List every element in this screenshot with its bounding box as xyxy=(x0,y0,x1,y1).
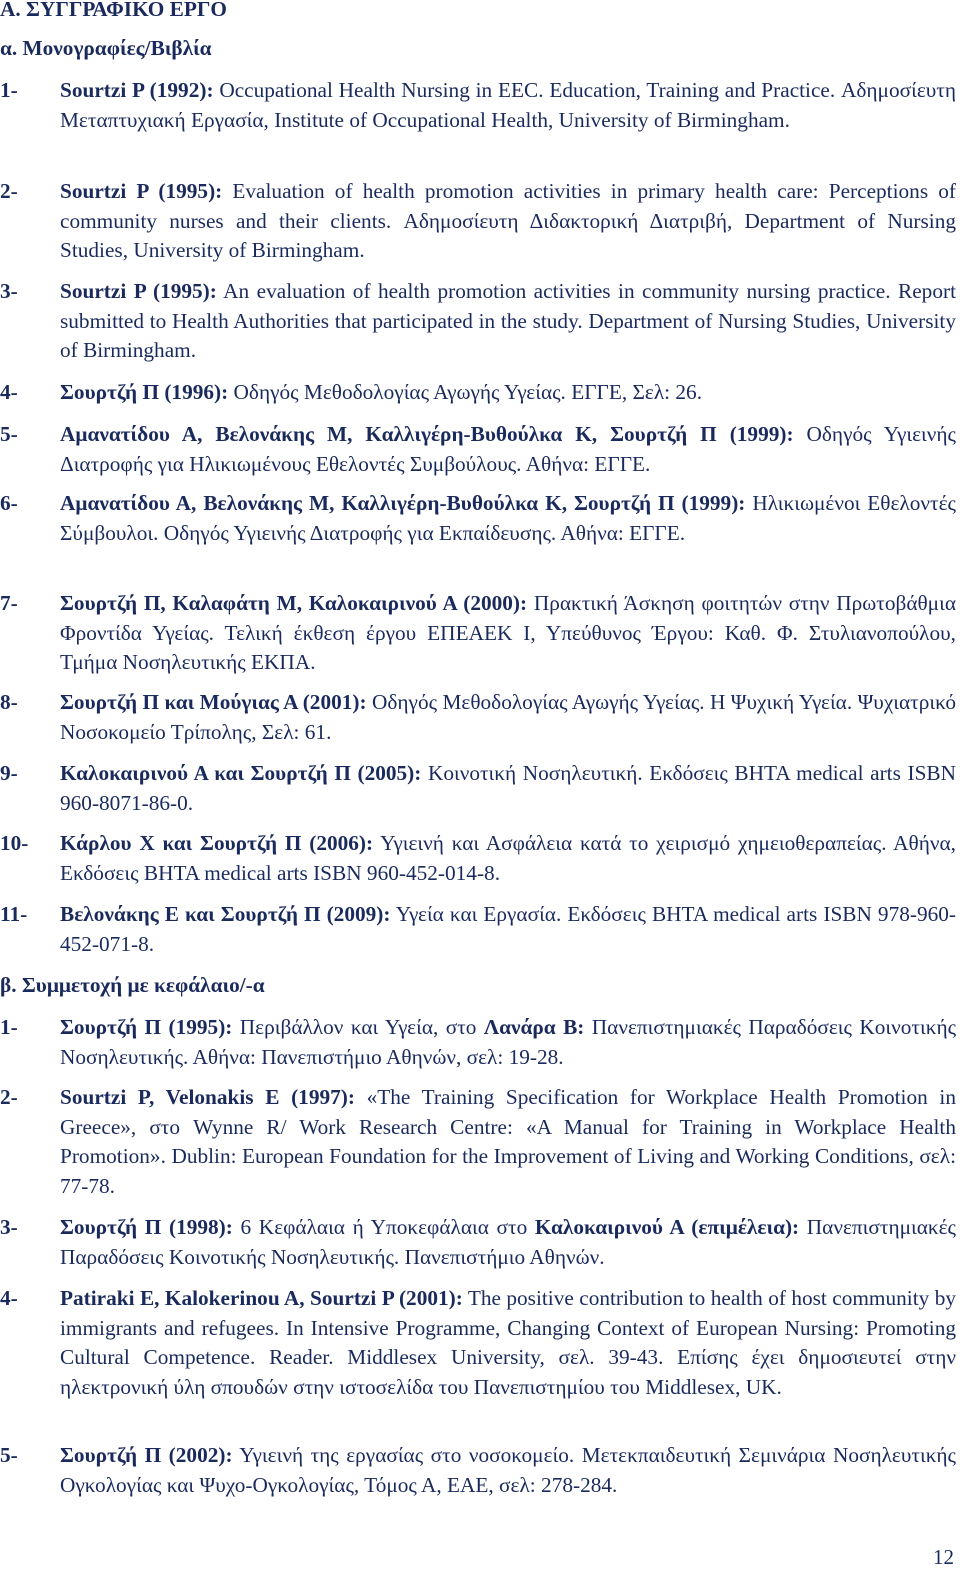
entry-number: 8- xyxy=(0,690,18,714)
entry-authors: Κάρλου Χ και Σουρτζή Π (2006): xyxy=(60,831,374,855)
entry-text: Ηλικιωμένοι Εθελοντές Σύμβουλοι. Οδηγός Υγιεινής Διατροφής για Εκπαίδευσης. Αθήνα: ΕΓΓΕ. xyxy=(60,491,956,545)
entry-authors: Σουρτζή Π, Καλαφάτη Μ, Καλοκαιρινού Α (2000): xyxy=(60,591,528,615)
list-item xyxy=(0,900,956,959)
entry-number: 11- xyxy=(0,902,28,926)
entry-text-continued: Πανεπιστημιακές Παραδόσεις Κοινοτικής Νοσηλευτικής. Πανεπιστήμιο Αθηνών. xyxy=(60,1215,956,1269)
page-number: 12 xyxy=(933,1545,954,1569)
list-item xyxy=(0,688,956,747)
section-a-heading: Α. ΣΥΓΓΡΑΦΙΚΟ ΕΡΓΟ xyxy=(0,0,227,21)
list-item xyxy=(0,420,956,479)
entry-text: The positive contribution to health of host community by immigrants and refugees. In Intensive Programme, Changing Context of European Nursing: Promoting Cultural Competence. Reader. Middlesex University, σελ. 39-43. Επίσης έχει δημοσιευτεί στην ηλεκτρονική ύλη σπουδών στην ιστοσελίδα του Πανεπιστημίου του Middlesex, UK. xyxy=(60,1286,956,1399)
entry-authors: Sourtzi P (1992): xyxy=(60,78,214,102)
entry-authors: Βελονάκης Ε και Σουρτζή Π (2009): xyxy=(60,902,391,926)
entry-text: An evaluation of health promotion activities in community nursing practice. Report submitted to Health Authorities that participated in the study. Department of Nursing Studies, University of Birmingham. xyxy=(60,279,956,362)
entry-number: 1- xyxy=(0,1015,18,1039)
entry-number: 6- xyxy=(0,491,18,515)
entry-authors: Sourtzi P (1995): xyxy=(60,179,223,203)
entry-text-continued: Πανεπιστημιακές Παραδόσεις Κοινοτικής Νοσηλευτικής. Αθήνα: Πανεπιστήμιο Αθηνών, σελ: 19-28. xyxy=(60,1015,957,1069)
list-item xyxy=(0,1213,956,1272)
entry-text: Κοινοτική Νοσηλευτική. Εκδόσεις ΒΗΤΑ medical arts ISBN 960-8071-86-0. xyxy=(60,761,956,815)
list-item xyxy=(0,489,956,548)
entry-number: 4- xyxy=(0,1286,18,1310)
list-item xyxy=(0,1083,956,1201)
list-item xyxy=(0,76,956,135)
list-item xyxy=(0,277,956,366)
entry-text: Occupational Health Nursing in EEC. Education, Training and Practice. Αδημοσίευτη Μεταπτυχιακή Εργασία, Institute of Occupational Health, University of Birmingham. xyxy=(60,78,957,132)
list-item xyxy=(0,378,956,408)
entry-text: Πρακτική Άσκηση φοιτητών στην Πρωτοβάθμια Φροντίδα Υγείας. Τελική έκθεση έργου ΕΠΕΑΕΚ Ι, Υπεύθυνος Έργου: Καθ. Φ. Στυλιανοπούλου, Τμήμα Νοσηλευτικής ΕΚΠΑ. xyxy=(60,591,956,674)
entry-authors: Sourtzi P, Velonakis E (1997): xyxy=(60,1085,355,1109)
entry-number: 9- xyxy=(0,761,18,785)
entry-authors: Sourtzi P (1995): xyxy=(60,279,217,303)
entry-text: Οδηγός Μεθοδολογίας Αγωγής Υγείας. ΕΓΓΕ, Σελ: 26. xyxy=(228,380,703,404)
list-item xyxy=(0,589,956,678)
entry-authors: Σουρτζή Π και Μούγιας Α (2001): xyxy=(60,690,367,714)
entry-number: 4- xyxy=(0,380,18,404)
list-item xyxy=(0,1441,956,1500)
entry-text: Υγιεινή και Ασφάλεια κατά το χειρισμό χημειοθεραπείας. Αθήνα, Εκδόσεις ΒΗΤΑ medical arts ISBN 960-452-014-8. xyxy=(60,831,956,885)
entry-text: «The Training Specification for Workplace Health Promotion in Greece», στο Wynne R/ Work Research Centre: «A Manual for Training in Workplace Health Promotion». Dublin: European Foundation for the Improvement of Living and Working Conditions, σελ: 77-78. xyxy=(60,1085,956,1198)
entry-number: 10- xyxy=(0,831,29,855)
entry-editor: Καλοκαιρινού Α (επιμέλεια): xyxy=(534,1215,800,1239)
subsection-a-heading: α. Μονογραφίες/Βιβλία xyxy=(0,36,212,60)
entry-number: 7- xyxy=(0,591,18,615)
subsection-b-heading: β. Συμμετοχή με κεφάλαιο/-α xyxy=(0,973,265,997)
entry-editor: Λανάρα Β: xyxy=(483,1015,585,1039)
list-item xyxy=(0,177,956,266)
entry-number: 3- xyxy=(0,1215,18,1239)
entry-text: Οδηγός Μεθοδολογίας Αγωγής Υγείας. Η Ψυχική Υγεία. Ψυχιατρικό Νοσοκομείο Τρίπολης, Σελ: 61. xyxy=(60,690,956,744)
entry-number: 2- xyxy=(0,1085,18,1109)
list-item xyxy=(0,1013,956,1072)
list-item xyxy=(0,1284,956,1402)
entry-number: 1- xyxy=(0,78,18,102)
entry-number: 5- xyxy=(0,1443,18,1467)
entry-authors: Αμανατίδου Α, Βελονάκης Μ, Καλλιγέρη-Βυθούλκα Κ, Σουρτζή Π (1999): xyxy=(60,491,746,515)
list-item xyxy=(0,829,956,888)
entry-text: Οδηγός Υγιεινής Διατροφής για Ηλικιωμένους Εθελοντές Συμβούλους. Αθήνα: ΕΓΓΕ. xyxy=(60,422,956,476)
entry-authors: Patiraki E, Kalokerinou A, Sourtzi P (2001): xyxy=(60,1286,463,1310)
entry-authors: Καλοκαιρινού Α και Σουρτζή Π (2005): xyxy=(60,761,422,785)
entry-authors: Σουρτζή Π (2002): xyxy=(60,1443,233,1467)
entry-authors: Σουρτζή Π (1998): xyxy=(60,1215,233,1239)
list-item xyxy=(0,759,956,818)
entry-text: Περιβάλλον και Υγεία, στο xyxy=(232,1015,484,1039)
entry-authors: Σουρτζή Π (1995): xyxy=(60,1015,233,1039)
entry-number: 5- xyxy=(0,422,18,446)
entry-text: Evaluation of health promotion activities in primary health care: Perceptions of community nurses and their clients. Αδημοσίευτη Διδακτορική Διατριβή, Department of Nursing Studies, University of Birmingham. xyxy=(60,179,956,262)
entry-number: 3- xyxy=(0,279,18,303)
entry-text: Υγεία και Εργασία. Εκδόσεις ΒΗΤΑ medical arts ISBN 978-960-452-071-8. xyxy=(60,902,957,956)
entry-authors: Σουρτζή Π (1996): xyxy=(60,380,229,404)
entry-number: 2- xyxy=(0,179,18,203)
entry-text: Υγιεινή της εργασίας στο νοσοκομείο. Μετεκπαιδευτική Σεμινάρια Νοσηλευτικής Ογκολογίας και Ψυχο-Ογκολογίας, Τόμος Α, ΕΑΕ, σελ: 278-284. xyxy=(60,1443,956,1497)
entry-authors: Αμανατίδου Α, Βελονάκης Μ, Καλλιγέρη-Βυθούλκα Κ, Σουρτζή Π (1999): xyxy=(60,422,794,446)
entry-text: 6 Κεφάλαια ή Υποκεφάλαια στο xyxy=(232,1215,535,1239)
